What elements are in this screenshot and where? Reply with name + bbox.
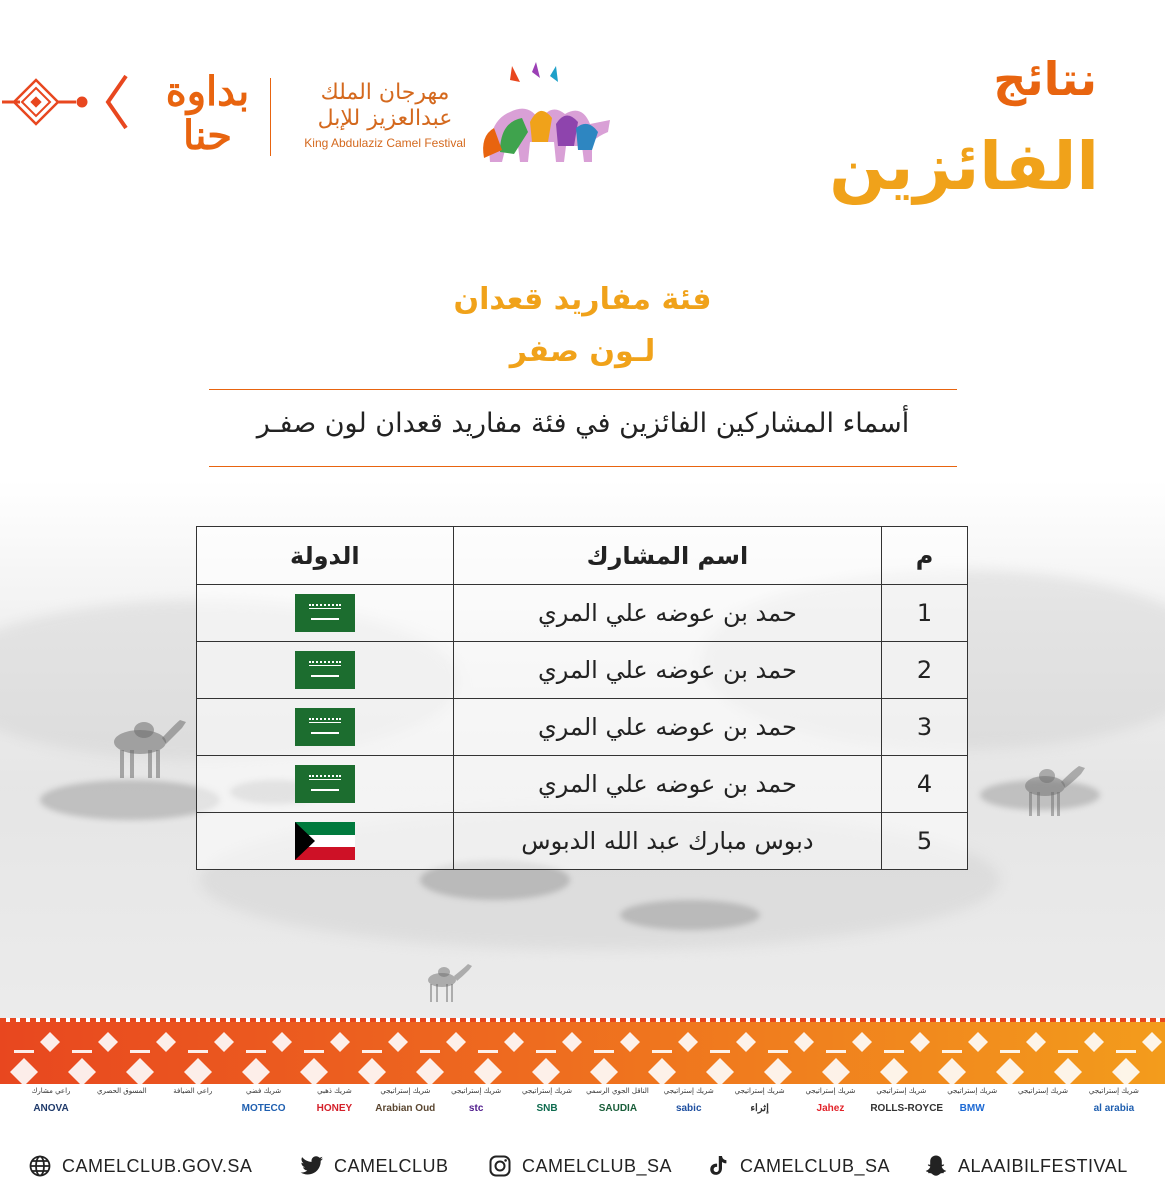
divider	[209, 466, 957, 467]
snapchat-link[interactable]	[924, 1151, 1128, 1181]
sponsor-name: BMW	[959, 1103, 985, 1114]
sponsor-name: Arabian Oud	[375, 1103, 436, 1114]
row-number: 1	[882, 585, 968, 642]
twitter-bird-icon	[300, 1154, 324, 1178]
sadu-line	[884, 1050, 904, 1053]
sponsor-name: ANOVA	[33, 1103, 69, 1114]
sponsor-name: إثراء	[750, 1103, 769, 1114]
sadu-line	[594, 1050, 614, 1053]
sponsor-name: al arabia	[1093, 1103, 1135, 1114]
sadu-line	[362, 1050, 382, 1053]
sadu-line	[768, 1050, 788, 1053]
sadu-motif	[532, 1032, 582, 1084]
sponsor-role: راعي مشارك	[31, 1087, 71, 1095]
sponsor-name: MOTECO	[241, 1103, 286, 1114]
sponsor-role: شريك إستراتيجي	[1018, 1087, 1068, 1095]
camel-silhouette-icon	[1015, 760, 1095, 820]
sponsor-role: شريك ذهبي	[317, 1087, 352, 1095]
website-label: CAMELCLUB.GOV.SA	[62, 1155, 253, 1176]
kuwait-flag-icon	[295, 822, 355, 860]
sponsor-role: شريك إستراتيجي	[522, 1087, 572, 1095]
header	[0, 0, 1165, 240]
sponsor-name: sabic	[675, 1103, 702, 1114]
twitter-label: CAMELCLUB	[334, 1155, 449, 1176]
header-divider	[270, 78, 271, 156]
participant-name: حمد بن عوضه علي المري	[453, 642, 881, 699]
sponsor-role: شريك إستراتيجي	[734, 1087, 785, 1095]
sponsor-logo	[729, 1084, 791, 1114]
sadu-line	[710, 1050, 730, 1053]
country-cell	[197, 642, 454, 699]
country-cell	[197, 699, 454, 756]
saudi-arabia-flag-icon	[295, 594, 355, 632]
participant-name: دبوس مبارك عبد الله الدبوس	[453, 813, 881, 870]
sponsor-logo	[20, 1084, 82, 1114]
sadu-line	[826, 1050, 846, 1053]
sponsor-logo	[374, 1084, 436, 1114]
sponsor-logo	[91, 1084, 153, 1103]
category-color: لـون صفر	[509, 334, 656, 369]
sponsor-logo	[516, 1084, 578, 1114]
sadu-motif	[358, 1032, 408, 1084]
sponsor-role: شريك إستراتيجي	[947, 1087, 998, 1095]
sadu-motif	[1054, 1032, 1104, 1084]
sadu-line	[14, 1050, 34, 1053]
saudi-arabia-flag-icon	[295, 651, 355, 689]
globe-icon	[28, 1154, 52, 1178]
sadu-line	[536, 1050, 556, 1053]
tiktok-label: CAMELCLUB_SA	[740, 1155, 891, 1176]
sponsor-name: SAUDIA	[598, 1103, 638, 1114]
participant-name: حمد بن عوضه علي المري	[453, 585, 881, 642]
twitter-link[interactable]	[300, 1151, 449, 1181]
sponsor-role: شريك إستراتيجي	[1088, 1087, 1139, 1095]
sponsor-name: SNB	[536, 1103, 558, 1114]
instagram-link[interactable]	[488, 1151, 672, 1181]
tiktok-icon	[706, 1154, 730, 1178]
sponsor-logo	[162, 1084, 224, 1103]
sadu-line	[1058, 1050, 1078, 1053]
calligraphy-logo: بداوة حنا	[165, 68, 250, 159]
sadu-motif	[300, 1032, 350, 1084]
sponsor-name: ROLLS-ROYCE	[870, 1103, 944, 1114]
sadu-motif	[764, 1032, 814, 1084]
sadu-line	[420, 1050, 440, 1053]
saudi-arabia-flag-icon	[295, 708, 355, 746]
sponsor-role: المسوق الحصري	[97, 1087, 147, 1095]
table-row	[197, 585, 968, 642]
festival-camel-riders-logo-icon	[470, 62, 620, 172]
sadu-line	[652, 1050, 672, 1053]
sadu-motif	[474, 1032, 524, 1084]
row-number: 4	[882, 756, 968, 813]
sadu-line	[942, 1050, 962, 1053]
sponsor-logo	[1083, 1084, 1145, 1114]
sadu-motif	[996, 1032, 1046, 1084]
sadu-motif	[184, 1032, 234, 1084]
sponsor-logo	[941, 1084, 1003, 1114]
festival-name-arabic-line1: مهرجان الملك	[320, 80, 450, 105]
sadu-line	[72, 1050, 92, 1053]
website-link[interactable]	[28, 1151, 252, 1181]
sadu-motif	[590, 1032, 640, 1084]
participant-name: حمد بن عوضه علي المري	[453, 756, 881, 813]
row-number: 3	[882, 699, 968, 756]
sadu-motif	[938, 1032, 988, 1084]
sponsor-logo	[587, 1084, 649, 1114]
sadu-motif	[880, 1032, 930, 1084]
table-header-row	[197, 527, 968, 585]
sadu-line	[246, 1050, 266, 1053]
sadu-line	[1000, 1050, 1020, 1053]
sadu-line	[478, 1050, 498, 1053]
sadu-motif	[416, 1032, 466, 1084]
sponsor-role: شريك إستراتيجي	[451, 1087, 502, 1095]
festival-name-arabic-line2: عبدالعزيز للإبل	[317, 106, 453, 131]
sadu-motif	[706, 1032, 756, 1084]
sadu-line	[1116, 1050, 1136, 1053]
sadu-motif	[10, 1032, 60, 1084]
header-number: م	[882, 527, 968, 585]
table-row	[197, 642, 968, 699]
sponsor-logo	[1012, 1084, 1074, 1103]
camel-silhouette-icon	[100, 710, 190, 780]
participant-name: حمد بن عوضه علي المري	[453, 699, 881, 756]
sadu-line	[188, 1050, 208, 1053]
sponsor-logo	[233, 1084, 295, 1114]
sponsor-logo	[658, 1084, 720, 1114]
saudi-arabia-flag-icon	[295, 765, 355, 803]
sponsor-role: شريك إستراتيجي	[805, 1087, 856, 1095]
table-row	[197, 699, 968, 756]
table-caption: أسماء المشاركين الفائزين في فئة مفاريد قعدان لون صفـر	[256, 408, 910, 439]
sadu-pattern-band	[0, 1022, 1165, 1084]
snapchat-label: ALAAIBILFESTIVAL	[958, 1155, 1128, 1176]
country-cell	[197, 585, 454, 642]
winners-title: الفائزين	[829, 128, 1099, 205]
category-title: فئة مفاريد قعدان	[453, 282, 712, 317]
sponsor-role: شريك إستراتيجي	[663, 1087, 714, 1095]
sadu-line	[304, 1050, 324, 1053]
sponsor-name: stc	[468, 1103, 484, 1114]
sponsor-logo	[799, 1084, 861, 1114]
sponsor-role: الناقل الجوي الرسمي	[586, 1087, 649, 1095]
country-cell	[197, 756, 454, 813]
sponsor-logo	[303, 1084, 365, 1114]
sadu-motif	[648, 1032, 698, 1084]
sadu-motif	[242, 1032, 292, 1084]
row-number: 5	[882, 813, 968, 870]
sponsor-logo	[870, 1084, 944, 1114]
festival-name-english: King Abdulaziz Camel Festival	[304, 136, 466, 150]
sadu-motif	[126, 1032, 176, 1084]
header-country: الدولة	[197, 527, 454, 585]
header-participant-name: اسم المشارك	[453, 527, 881, 585]
sponsor-role: راعي الضيافة	[173, 1087, 213, 1095]
sadu-motif	[822, 1032, 872, 1084]
table-row	[197, 813, 968, 870]
sponsor-role: شريك إستراتيجي	[380, 1087, 431, 1095]
country-cell	[197, 813, 454, 870]
tiktok-link[interactable]	[706, 1151, 890, 1181]
table-row	[197, 756, 968, 813]
winners-table	[196, 526, 968, 870]
snapchat-ghost-icon	[924, 1154, 948, 1178]
sponsor-role: شريك فضي	[246, 1087, 282, 1095]
divider	[209, 389, 957, 390]
sponsor-logo	[445, 1084, 507, 1114]
sponsor-name: Jahez	[816, 1103, 845, 1114]
sadu-line	[130, 1050, 150, 1053]
instagram-label: CAMELCLUB_SA	[522, 1155, 673, 1176]
sadu-motif	[68, 1032, 118, 1084]
sadu-diamond-logo-icon	[0, 70, 140, 150]
sponsors-bar	[20, 1084, 1145, 1146]
sponsor-name: HONEY	[316, 1103, 353, 1114]
instagram-icon	[488, 1154, 512, 1178]
row-number: 2	[882, 642, 968, 699]
results-title: نتائج	[993, 52, 1097, 106]
camel-silhouette-icon	[420, 960, 480, 1005]
sponsor-role: شريك إستراتيجي	[876, 1087, 927, 1095]
festival-name	[290, 80, 480, 150]
sadu-motif	[1112, 1032, 1162, 1084]
